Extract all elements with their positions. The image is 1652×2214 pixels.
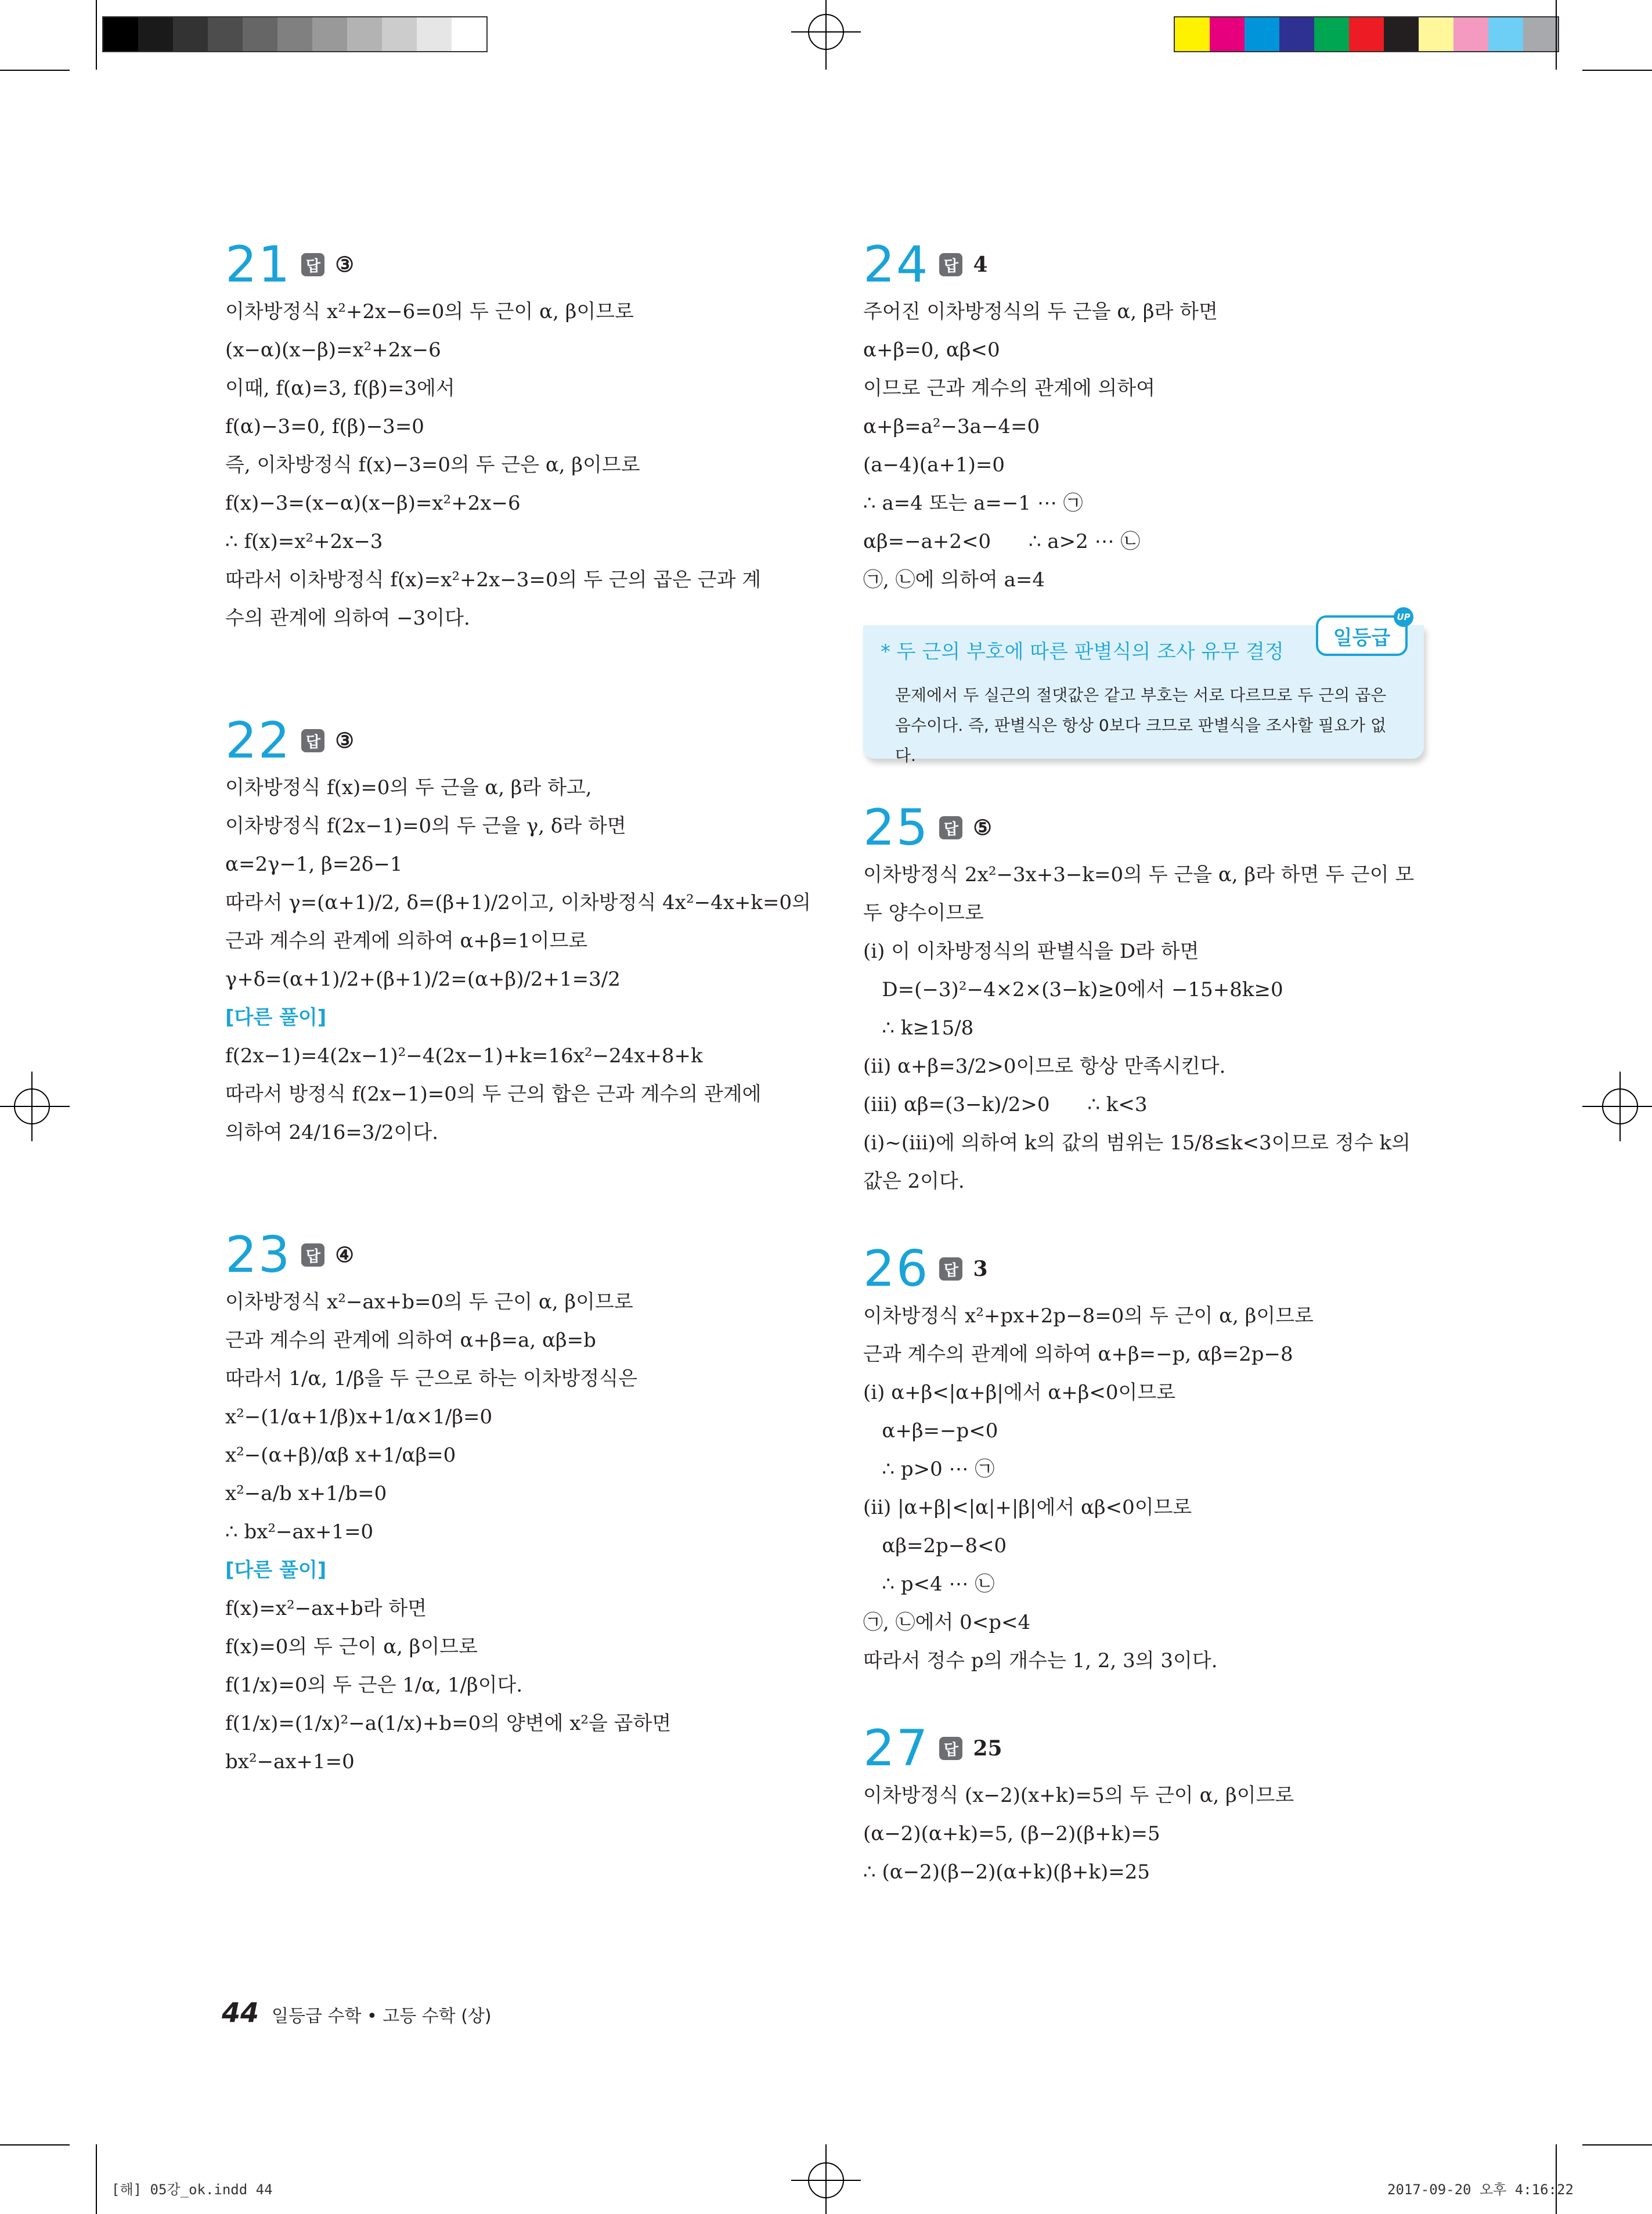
crop-mark <box>1556 0 1557 70</box>
color-swatch <box>1279 17 1314 51</box>
answer-value: ③ <box>335 729 354 753</box>
solution-line: 따라서 방정식 f(2x−1)=0의 두 근의 합은 근과 계수의 관계에 <box>225 1083 762 1106</box>
tip-text-line: 음수이다. 즉, 판별식은 항상 0보다 크므로 판별식을 조사할 필요가 없다. <box>895 716 1387 765</box>
answer-value: ③ <box>335 253 354 277</box>
color-swatch <box>243 17 277 51</box>
solution-lines <box>863 293 1455 599</box>
color-swatch <box>1419 17 1453 51</box>
solution-line: αβ=2p−8<0 <box>863 1534 1007 1557</box>
color-bar <box>1174 16 1559 52</box>
solution-line: 이차방정식 f(x)=0의 두 근을 α, β라 하고, <box>225 776 592 799</box>
solution-line: (ⅰ) 이 이차방정식의 판별식을 D라 하면 <box>863 940 1199 963</box>
answer-badge: 답 <box>939 816 962 839</box>
color-swatch <box>138 17 173 51</box>
answer-badge: 답 <box>939 1257 962 1281</box>
slug-file-info: [해] 05강_ok.indd 44 <box>111 2181 273 2198</box>
solution-line: 두 양수이므로 <box>863 902 984 925</box>
answer-badge: 답 <box>301 1243 324 1267</box>
solution-lines <box>863 1776 1455 1891</box>
solution-line: α=2γ−1, β=2δ−1 <box>225 853 403 876</box>
solution-line: 이차방정식 2x²−3x+3−k=0의 두 근을 α, β라 하면 두 근이 모 <box>863 863 1415 886</box>
solution-line: α+β=−p<0 <box>863 1419 998 1443</box>
solution-line: (ⅱ) |α+β|<|α|+|β|에서 αβ<0이므로 <box>863 1496 1192 1519</box>
solution-line: α+β=a²−3a−4=0 <box>863 415 1040 438</box>
problem-number: 21 <box>225 236 291 294</box>
solution-line: 이차방정식 f(2x−1)=0의 두 근을 γ, δ라 하면 <box>225 814 626 838</box>
solution-line: 따라서 1/α, 1/β을 두 근으로 하는 이차방정식은 <box>225 1367 637 1390</box>
solution-line: 따라서 γ=(α+1)/2, δ=(β+1)/2이고, 이차방정식 4x²−4x+k=0의 <box>225 891 811 914</box>
color-swatch <box>1523 17 1558 51</box>
color-swatch <box>1314 17 1349 51</box>
solution-line: 근과 계수의 관계에 의하여 α+β=a, αβ=b <box>225 1329 596 1352</box>
solution-line: f(2x−1)=4(2x−1)²−4(2x−1)+k=16x²−24x+8+k <box>225 1044 703 1068</box>
tip-box <box>863 612 1424 765</box>
alternative-solution-label: [다른 풀이] <box>225 1559 327 1582</box>
solution-line: f(α)−3=0, f(β)−3=0 <box>225 415 424 438</box>
solution-line: ∴ f(x)=x²+2x−3 <box>225 530 383 553</box>
solution-line: ∴ k≥15/8 <box>863 1016 974 1040</box>
solution-line: (a−4)(a+1)=0 <box>863 453 1005 477</box>
solution-line: 따라서 정수 p의 개수는 1, 2, 3의 3이다. <box>863 1649 1218 1672</box>
up-icon: UP <box>1394 607 1413 627</box>
solution-line: αβ=−a+2<0 ∴ a>2 ⋯ ㉡ <box>863 530 1141 553</box>
solution-line: (ⅲ) αβ=(3−k)/2>0 ∴ k<3 <box>863 1093 1148 1116</box>
solution-line: (α−2)(α+k)=5, (β−2)(β+k)=5 <box>863 1822 1160 1845</box>
color-swatch <box>173 17 208 51</box>
solution-line: 이때, f(α)=3, f(β)=3에서 <box>225 377 455 400</box>
solution-line: (ⅰ) α+β<|α+β|에서 α+β<0이므로 <box>863 1381 1176 1404</box>
problem-number: 27 <box>863 1719 929 1777</box>
solution-line: ∴ p>0 ⋯ ㉠ <box>863 1458 995 1481</box>
color-swatch <box>1453 17 1488 51</box>
color-swatch <box>1488 17 1523 51</box>
solution-line: 값은 2이다. <box>863 1170 965 1193</box>
solution-line: f(1/x)=0의 두 근은 1/α, 1/β이다. <box>225 1674 523 1697</box>
color-swatch <box>1210 17 1245 51</box>
solution-line: (ⅰ)~(ⅲ)에 의하여 k의 값의 범위는 15/8≤k<3이므로 정수 k의 <box>863 1131 1411 1155</box>
answer-value: ④ <box>335 1243 354 1267</box>
tip-title: * 두 근의 부호에 따른 판별식의 조사 유무 결정 <box>881 640 1284 664</box>
solution-line: D=(−3)²−4×2×(3−k)≥0에서 −15+8k≥0 <box>863 978 1283 1001</box>
page-number: 44 <box>222 1997 259 2028</box>
solution-line: ∴ (α−2)(β−2)(α+k)(β+k)=25 <box>863 1860 1150 1884</box>
color-swatch <box>1349 17 1384 51</box>
problem-24 <box>863 237 1455 599</box>
left-column <box>225 237 817 1781</box>
color-swatch <box>1175 17 1210 51</box>
grayscale-bar <box>102 16 488 52</box>
solution-line: f(1/x)=(1/x)²−a(1/x)+b=0의 양변에 x²을 곱하면 <box>225 1712 672 1735</box>
problem-21 <box>225 237 817 637</box>
solution-line: f(x)−3=(x−α)(x−β)=x²+2x−6 <box>225 492 521 515</box>
ildeunggeup-badge: 일등급 UP <box>1316 615 1408 656</box>
solution-line: 의하여 24/16=3/2이다. <box>225 1121 439 1144</box>
solution-line: x²−(α+β)/αβ x+1/αβ=0 <box>225 1444 456 1467</box>
solution-line: 주어진 이차방정식의 두 근을 α, β라 하면 <box>863 300 1218 323</box>
color-swatch <box>1245 17 1279 51</box>
solution-line: 이차방정식 (x−2)(x+k)=5의 두 근이 α, β이므로 <box>863 1784 1294 1807</box>
solution-lines <box>225 769 817 998</box>
right-column-lower <box>863 800 1455 1891</box>
color-swatch <box>208 17 243 51</box>
solution-line: x²−(1/α+1/β)x+1/α×1/β=0 <box>225 1405 493 1429</box>
solution-line: α+β=0, αβ<0 <box>863 338 1000 362</box>
tip-text <box>895 680 1406 771</box>
answer-value: 25 <box>973 1736 1002 1761</box>
problem-number: 26 <box>863 1240 929 1298</box>
answer-value: 4 <box>973 253 988 277</box>
right-column <box>863 237 1455 599</box>
crop-mark <box>96 0 97 70</box>
solution-line: 이차방정식 x²−ax+b=0의 두 근이 α, β이므로 <box>225 1290 633 1314</box>
problem-23 <box>225 1227 817 1781</box>
solution-line: 즉, 이차방정식 f(x)−3=0의 두 근은 α, β이므로 <box>225 453 640 477</box>
answer-badge: 답 <box>301 729 324 752</box>
tip-text-line: 문제에서 두 실근의 절댓값은 같고 부호는 서로 다르므로 두 근의 곱은 <box>895 686 1387 705</box>
crop-mark <box>1582 2144 1652 2146</box>
color-swatch <box>277 17 312 51</box>
book-title: 일등급 수학 • 고등 수학 (상) <box>272 2006 492 2027</box>
solution-line: ㉠, ㉡에 의하여 a=4 <box>863 568 1045 592</box>
solution-line: ∴ a=4 또는 a=−1 ⋯ ㉠ <box>863 492 1083 515</box>
solution-line: (ⅱ) α+β=3/2>0이므로 항상 만족시킨다. <box>863 1055 1226 1078</box>
solution-lines <box>225 1283 817 1551</box>
problem-26 <box>863 1241 1455 1680</box>
solution-lines <box>225 293 817 637</box>
registration-mark-icon <box>0 1072 70 1141</box>
solution-line: f(x)=x²−ax+b라 하면 <box>225 1597 427 1620</box>
registration-mark-icon <box>1582 1072 1652 1141</box>
solution-line: f(x)=0의 두 근이 α, β이므로 <box>225 1635 478 1658</box>
solution-line: bx²−ax+1=0 <box>225 1750 355 1773</box>
solution-line: 근과 계수의 관계에 의하여 α+β=1이므로 <box>225 929 588 953</box>
answer-value: ⑤ <box>973 816 992 840</box>
solution-line: ∴ p<4 ⋯ ㉡ <box>863 1573 995 1596</box>
answer-value: 3 <box>973 1257 988 1281</box>
crop-mark <box>96 2144 97 2214</box>
color-swatch <box>312 17 347 51</box>
problem-22 <box>225 713 817 1152</box>
solution-line: γ+δ=(α+1)/2+(β+1)/2=(α+β)/2+1=3/2 <box>225 968 621 991</box>
alternative-solution-lines <box>225 1589 817 1781</box>
color-swatch <box>347 17 382 51</box>
solution-line: 이차방정식 x²+px+2p−8=0의 두 근이 α, β이므로 <box>863 1304 1314 1328</box>
answer-badge: 답 <box>939 1737 962 1760</box>
solution-line: 이므로 근과 계수의 관계에 의하여 <box>863 377 1156 400</box>
solution-line: ㉠, ㉡에서 0<p<4 <box>863 1611 1031 1634</box>
solution-line: 수의 관계에 의하여 −3이다. <box>225 607 470 630</box>
alternative-solution-lines <box>225 1037 817 1152</box>
color-swatch <box>452 17 486 51</box>
color-swatch <box>1384 17 1419 51</box>
crop-mark <box>0 2144 70 2146</box>
crop-mark <box>1582 70 1652 71</box>
registration-mark-icon <box>791 0 861 70</box>
color-swatch <box>382 17 417 51</box>
solution-line: ∴ bx²−ax+1=0 <box>225 1520 374 1544</box>
page-footer <box>222 1997 492 2028</box>
solution-line: (x−α)(x−β)=x²+2x−6 <box>225 338 441 362</box>
problem-25 <box>863 800 1455 1200</box>
answer-badge: 답 <box>939 253 962 276</box>
problem-number: 25 <box>863 799 929 857</box>
registration-mark-icon <box>791 2144 861 2214</box>
alternative-solution-label: [다른 풀이] <box>225 1006 327 1029</box>
problem-number: 22 <box>225 712 291 770</box>
solution-line: 근과 계수의 관계에 의하여 α+β=−p, αβ=2p−8 <box>863 1343 1293 1366</box>
solution-lines <box>863 1297 1455 1680</box>
problem-27 <box>863 1721 1455 1891</box>
solution-line: 따라서 이차방정식 f(x)=x²+2x−3=0의 두 근의 곱은 근과 계 <box>225 568 762 592</box>
color-swatch <box>103 17 138 51</box>
answer-badge: 답 <box>301 253 324 276</box>
solution-lines <box>863 856 1455 1200</box>
problem-number: 24 <box>863 236 929 294</box>
solution-line: x²−a/b x+1/b=0 <box>225 1482 387 1505</box>
slug-timestamp: 2017-09-20 오후 4:16:22 <box>1387 2181 1574 2198</box>
solution-line: 이차방정식 x²+2x−6=0의 두 근이 α, β이므로 <box>225 300 634 323</box>
problem-number: 23 <box>225 1226 291 1284</box>
color-swatch <box>417 17 452 51</box>
crop-mark <box>0 70 70 71</box>
